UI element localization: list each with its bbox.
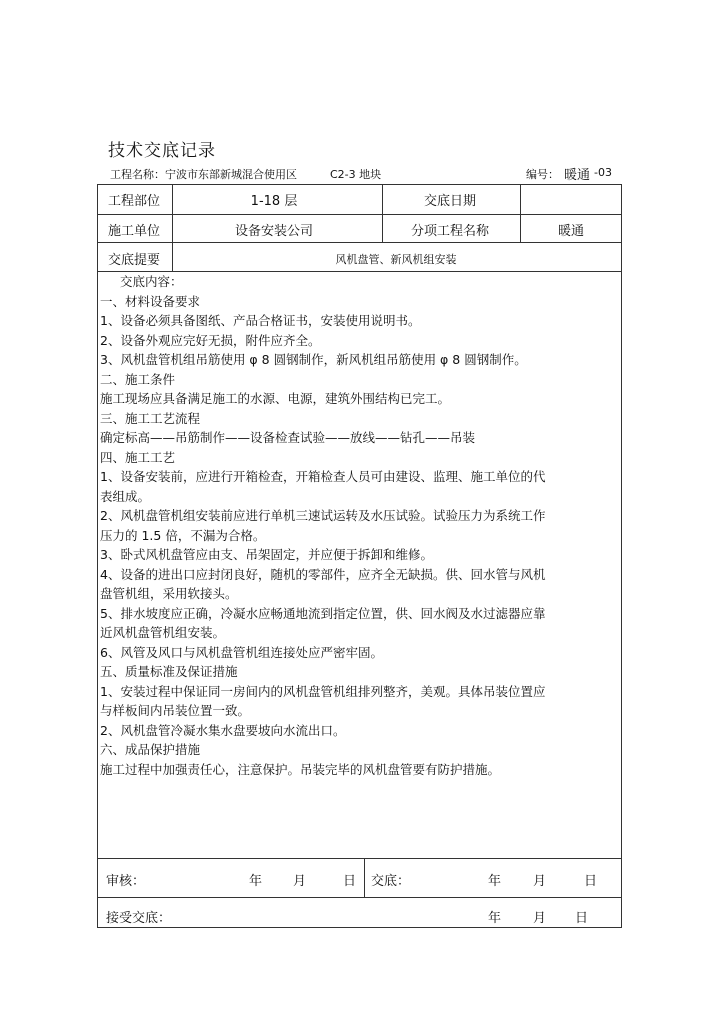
receive-label: 接受交底： bbox=[106, 911, 172, 926]
column-divider bbox=[382, 184, 383, 242]
content-line: 2、风机盘管冷凝水集水盘要坡向水流出口。 bbox=[100, 722, 346, 738]
row-divider bbox=[97, 897, 622, 898]
label-part: 工程部位 bbox=[107, 194, 161, 209]
content-line: 四、施工工艺 bbox=[100, 449, 176, 465]
row-divider bbox=[97, 214, 622, 215]
disclose-month: 月 bbox=[533, 874, 547, 889]
value-unit: 设备安装公司 bbox=[234, 224, 314, 239]
review-month: 月 bbox=[293, 874, 307, 889]
code-value: 暖通 bbox=[564, 168, 591, 183]
value-part: 1-18 层 bbox=[250, 194, 298, 209]
review-year: 年 bbox=[249, 874, 263, 889]
content-line: 五、质量标准及保证措施 bbox=[100, 664, 238, 679]
label-summary: 交底提要 bbox=[107, 253, 161, 268]
review-label: 审核： bbox=[106, 874, 146, 889]
block-name: C2-3 地块 bbox=[330, 168, 382, 181]
content-heading: 交底内容： bbox=[120, 274, 183, 289]
content-line: 施工现场应具备满足施工的水源、电源，建筑外围结构已完工。 bbox=[100, 391, 451, 406]
code-label: 编号： bbox=[526, 168, 559, 181]
content-line: 1、设备安装前，应进行开箱检查，开箱检查人员可由建设、监理、施工单位的代 bbox=[100, 469, 546, 484]
content-line: 近风机盘管机组安装。 bbox=[100, 625, 226, 640]
label-sub-project: 分项工程名称 bbox=[410, 224, 490, 239]
content-line: 3、风机盘管机组吊筋使用 φ 8 圆钢制作，新风机组吊筋使用 φ 8 圆钢制作。 bbox=[100, 352, 527, 367]
label-unit: 施工单位 bbox=[107, 224, 161, 239]
content-line: 三、施工工艺流程 bbox=[100, 410, 201, 426]
content-line: 2、设备外观应完好无损，附件应齐全。 bbox=[100, 332, 321, 348]
content-line: 施工过程中加强责任心，注意保护。吊装完毕的风机盘管要有防护措施。 bbox=[100, 761, 501, 777]
row-divider bbox=[97, 242, 622, 243]
value-summary: 风机盘管、新风机组安装 bbox=[335, 253, 457, 266]
label-date: 交底日期 bbox=[423, 194, 477, 209]
receive-year: 年 bbox=[488, 911, 502, 926]
document-title: 技术交底记录 bbox=[108, 141, 216, 161]
column-divider bbox=[364, 858, 365, 897]
receive-day: 日 bbox=[575, 911, 589, 926]
content-line: 压力的 1.5 倍，不漏为合格。 bbox=[100, 527, 266, 543]
row-divider bbox=[97, 858, 622, 859]
content-line: 确定标高——吊筋制作——设备检查试验——放线——钻孔——吊装 bbox=[100, 430, 476, 445]
content-line: 6、风管及风口与风机盘管机组连接处应严密牢固。 bbox=[100, 644, 383, 660]
review-day: 日 bbox=[343, 874, 357, 889]
code-suffix: -03 bbox=[594, 166, 612, 179]
disclosure-content bbox=[100, 272, 590, 779]
disclose-label: 交底： bbox=[371, 874, 411, 889]
column-divider bbox=[172, 184, 173, 271]
content-line: 5、排水坡度应正确，冷凝水应畅通地流到指定位置，供、回水阀及水过滤器应靠 bbox=[100, 605, 546, 621]
content-line: 盘管机组，采用软接头。 bbox=[100, 586, 238, 601]
disclose-day: 日 bbox=[584, 874, 598, 889]
content-line: 与样板间内吊装位置一致。 bbox=[100, 703, 251, 718]
value-sub-project: 暖通 bbox=[557, 224, 585, 239]
receive-month: 月 bbox=[533, 911, 547, 926]
content-line: 1、设备必须具备图纸、产品合格证书，安装使用说明书。 bbox=[100, 313, 421, 328]
content-line: 表组成。 bbox=[100, 488, 151, 504]
content-line: 1、安装过程中保证同一房间内的风机盘管机组排列整齐，美观。具体吊装位置应 bbox=[100, 683, 546, 699]
disclose-year: 年 bbox=[488, 874, 502, 889]
content-line: 一、材料设备要求 bbox=[100, 293, 201, 309]
project-name: 工程名称：宁波市东部新城混合使用区 bbox=[110, 168, 297, 181]
content-line: 二、施工条件 bbox=[100, 371, 176, 387]
content-line: 3、卧式风机盘管应由支、吊架固定，并应便于拆卸和维修。 bbox=[100, 547, 433, 562]
content-line: 2、风机盘管机组安装前应进行单机三速试运转及水压试验。试验压力为系统工作 bbox=[100, 508, 546, 523]
content-line: 4、设备的进出口应封闭良好，随机的零部件，应齐全无缺损。供、回水管与风机 bbox=[100, 566, 546, 582]
content-line: 六、成品保护措施 bbox=[100, 742, 201, 757]
column-divider bbox=[520, 184, 521, 242]
